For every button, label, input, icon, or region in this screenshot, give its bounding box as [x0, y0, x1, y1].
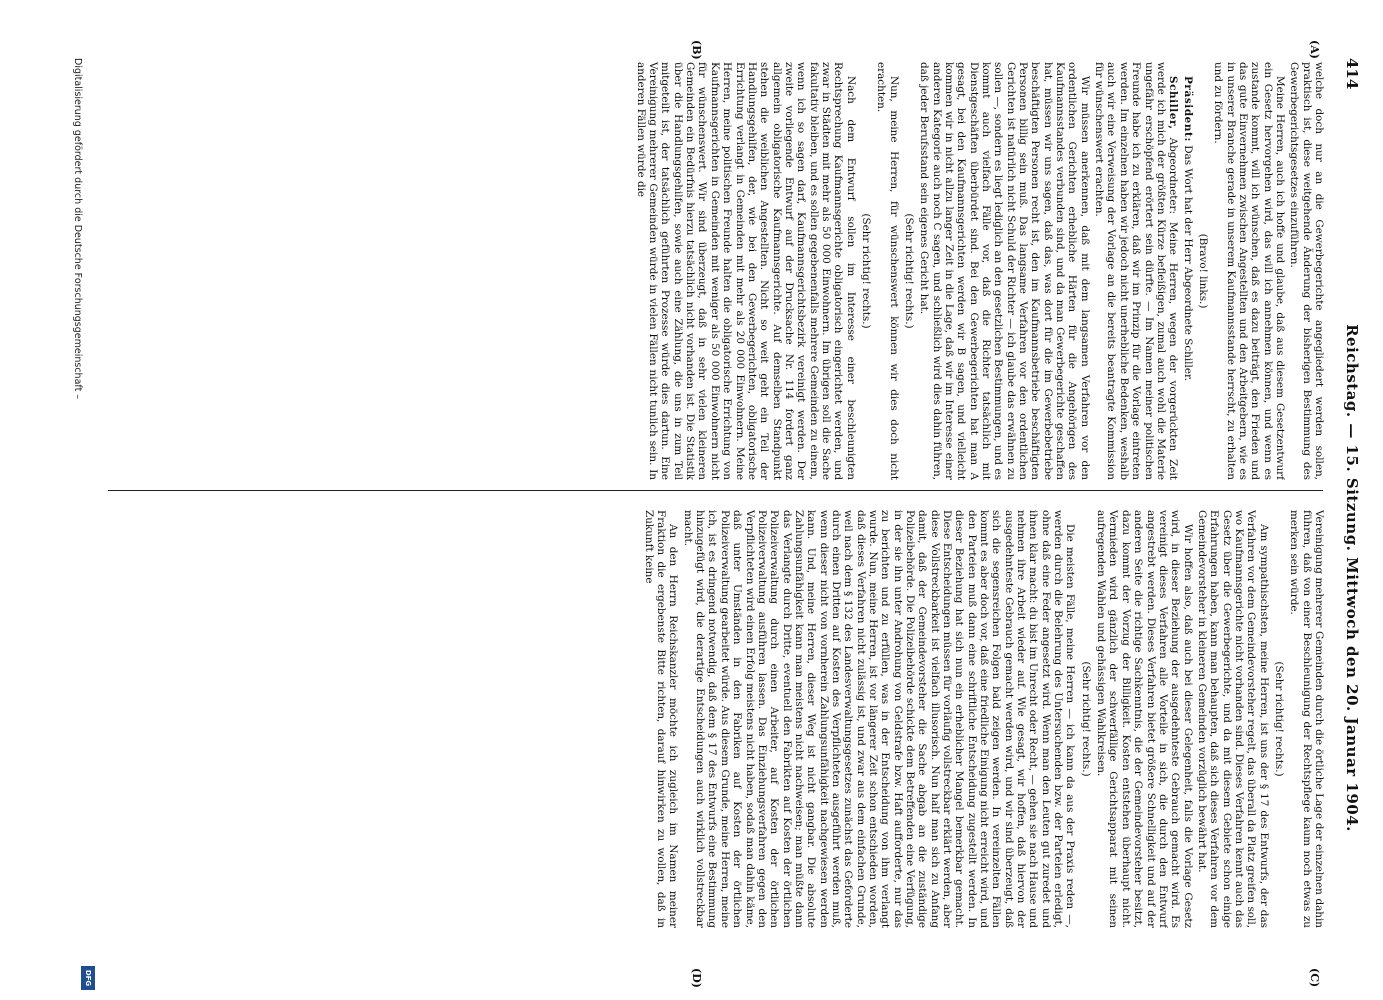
left-text-column [105, 62, 1325, 480]
interjection: (Sehr richtig! rechts.) [859, 213, 872, 329]
speaker-paragraph [1093, 62, 1179, 480]
interjection: (Sehr richtig! rechts.) [1079, 661, 1092, 777]
paragraph: Wir hoffen also, daß auch bei dieser Gelegenheit, falls die Vorlage Gesetz wird, in dieser Beziehung der ausgedehnteste Gebrauch gemacht wird. Es vereinigt dieses Verfahren alle Vorteile in sich, die durch den Entwurf angestrebt werden. Dieses Verfahren bietet größere Schnelligkeit und auf der anderen Seite die richtige Sachkenntnis, die der Gemeindevorsteher besitzt, dazu kommt der Vorzug der Billigkeit. Kosten entstehen überhaupt nicht. Vermieden wird gänzlich der schwerfällige Gerichtsapparat mit seinen aufregenden Wahlen und gehässigen Wahlkreisen. [1095, 510, 1194, 928]
paragraph: Wir müssen anerkennen, daß mit dem langsamen Verfahren vor den ordentlichen Gerichten erhebliche Härten für die Angehörigen des Kaufmannsstandes verbunden sind, und da man Gewerbegerichte geschaffen hat, müssen wir uns sagen, daß das, was dort für die im Gewerbebetriebe beschäftigten Personen recht ist, den im Kaufmannsbetriebe beschäftigten Personen billig sein muß. Das langsame Verfahren vor den ordentlichen Gerichten ist natürlich nicht Schuld der Richter — ich glaube das erwähnen zu sollen —, sondern es liegt lediglich an den gesetzlichen Bestimmungen, und es kommt auch vielfach Fälle vor, daß die Richter tatsächlich mit Dienstgeschäften überbürdet sind. Bei den Gewerbegerichten hat man A gesagt, bei den Kaufmannsgerichten werden wir B sagen, und vielleicht kommen wir in nicht allzu langer Zeit in die Lage, daß wir im Interesse einer anderen Kategorie auch noch C sagen, und schließlich wird dies dahin führen, daß jeder Berufsstand sein eigenes Gericht hat. [918, 62, 1091, 480]
interjection: (Sehr richtig! rechts.) [903, 213, 915, 329]
speaker-name: Präsident: [1181, 76, 1194, 142]
speech-text: Das Wort hat der Herr Abgeordnete Schiller. [1181, 145, 1194, 382]
paragraph: Nach dem Entwurf sollen im Interesse einer beschleunigten Rechtsprechung Kaufmannsgerichte obligatorisch eingerichtet werden, und zwar in Städten mit mehr als 50 000 Einwohnern. Im übrigen soll die Sache fakultativ bleiben, und es sollen gegebenenfalls mehrere Gemeinden zu einem, wenn ich so sagen darf, Kaufmannsgerichtsbezirk vereinigt werden. Der zweite vorliegende Entwurf auf der Drucksache Nr. 114 fordert ganz allgemein obligatorische Kaufmannsgerichte. Auf demselben Standpunkt stehen die weiblichen Angestellten. Nicht so weit geht ein Teil der Handlungsgehilfen, der, wie bei den Gewerbegerichten, obligatorische Errichtung verlangt in Gemeinden mit mehr als 20 000 Einwohnern. Meine Herren, meine politischen Freunde halten die obligatorische Errichtung von Kaufmannsgerichten in Gemeinden mit weniger als 50 000 Einwohnern nicht für wünschenswert. Wir sind überzeugt, daß in sehr vielen kleineren Gemeinden ein Bedürfnis hierzu tatsächlich nicht vorhanden ist. Die Statistik über die Handlungsgehilfen, sowie auch eine Zählung, die uns in zum Teil mitgeteilt ist, der tatsächlich geführten Prozesse würde dies dartun. Eine Vereinigung mehrerer Gemeinden würde in vielen Fällen nicht tunlich sein. In anderen Fällen würde die [634, 62, 857, 480]
paragraph: Am sympathischsten, meine Herren, ist uns der § 17 des Entwurfs, der das Verfahren vor dem Gemeindevorsteher regelt, das überall da Platz greifen soll, wo Kaufmannsgerichte nicht vorhanden sind. Dieses Verfahren kennt auch das Gesetz über die Gewerbegerichte, und da mit diesem Gebiete schon einige Erfahrungen haben, kann man behaupten, daß sich dieses Verfahren vor dem Gemeindevorsteher in kleineren Gemeinden vorzüglich bewährt hat. [1195, 510, 1270, 928]
paragraph: Meine Herren, auch ich hoffe und glaube, daß aus diesem Gesetzentwurf ein Gesetz hervorgehen wird, das will ich annehmen können, und wenn es zustande kommt, will ich wünschen, daß es dazu beiträgt, den Frieden und das gute Einvernehmen zwischen Angestellten und den Arbeitgebern, wie es in unserer Branche gerade in unserem Kaufmannsstande herrscht, zu erhalten und zu fördern. [1212, 62, 1286, 480]
speech-text: Abgeordneter: Meine Herren, wegen der vorgerückten Zeit werde ich mich der größten Kürze befleißigen, zumal auch wohl die Materie ungefähr erschöpfend erörtert sein dürfte. — Im Namen meiner politischen Freunde habe ich zu erklären, daß wir im Prinzip für die Vorlage eintreten werden. Im einzelnen haben wir jedoch nicht unerhebliche Bedenken, weshalb auch wir eine Verweisung der Vorlage an die bereits beantragte Kommission für wünschenswert erachten. [1093, 62, 1180, 480]
paragraph: Nun, meine Herren, für wünschenswert können wir dies doch nicht erachten. [875, 62, 900, 480]
paragraph: Die meisten Fälle, meine Herren — ich kann da aus der Praxis reden —, werden durch die Belehrung des Untersuchenden bzw. der Parteien erledigt, ohne daß eine Feder angesetzt wird. Wenn man den Leuten gut zuredet und ihnen klar macht: du bist im Unrecht oder Recht, — gehen sie nach Hause und nehmen ihre Arbeit wieder auf. Wie gesagt, wir hoffen, daß hiervon der ausgedehnteste Gebrauch gemacht werden wird, und wir sind überzeugt, daß sich die segensreichen Folgen bald zeigen werden. In vereinzelten Fällen kommt es aber doch vor, daß eine friedliche Einigung nicht erreicht wird, und den Parteien muß dann eine schriftliche Entscheidung zugestellt werden. In dieser Beziehung hat sich nun ein erheblicher Mangel bemerkbar gemacht. Diese Entscheidungen müssen für vorläufig vollstreckbar erklärt werden, aber diese Vollstreckbarkeit ist vielfach illusorisch. Nun half man sich zu Anfang damit, daß der Gemeindevorsteher die Sache abgab an die zuständige Polizeibehörde. Die Polizeibehörde schickte dem Betreffenden eine Verfügung, in der sie ihn unter Androhung von Geldstrafe bzw. Haft aufforderte, nur das zu berichten und zu erfüllen, was in der Entscheidung von ihm verlangt wurde. Nun, meine Herren, ist vor längerer Zeit schon entschieden worden, daß dieses Verfahren nicht zulässig ist, und zwar aus dem einfachen Grunde, weil nach dem § 132 des Landesverwaltungsgesetzes zunächst das Geforderte durch einen Dritten auf Kosten des Verpflichteten ausgeführt werden muß, wenn dieser nicht von vornherein Zahlungsunfähigkeit nachgewiesen werden kann. Und, meine Herren, dieser Weg ist nicht gangbar. Die absolute Zahlungsunfähigkeit kann man meistens nicht nachweisen; man müßte dann das Verlangte durch Dritte, eventuell den Fabrikten auf Kosten der örtlichen Polizeiverwaltung durch einen Arbeiter, auf Kosten der örtlichen Polizeiverwaltung ausführen lassen. Das Einziehungsverfahren gegen den Verpflichteten wird einen Erfolg meistens nicht haben, sodaß man dahin käme, daß unter Umständen in den Fabriken auf Kosten der örtlichen Polizeiverwaltung gearbeitet würde. Aus diesem Grunde, meine Herren, meine ich, ist es dringend notwendig, daß dem § 17 des Entwurfs eine Bestimmung hinzugefügt wird, die derartige Entscheidungen auch wirklich vollstreckbar macht. [681, 510, 1077, 928]
speaker-paragraph [1181, 62, 1193, 480]
speaker-name: Schiller, [1167, 76, 1180, 130]
page-title: Reichstag. — 15. Sitzung. Mittwoch den 20. Januar 1904. [1343, 324, 1361, 832]
paragraph: An den Herrn Reichskanzler möchte ich zugleich im Namen meiner Fraktion die ergebenste Bitte richten, darauf hinwirken zu wollen, daß in Zukunft keine [642, 510, 680, 928]
page-header [1337, 58, 1365, 978]
paragraph: welche doch nur an die Gewerbegerichte angegliedert werden sollen, praktisch ist, diese weitgehende Änderung der bisherigen Bestimmung des Gewerbegerichtsgesetzes einzuführen. [1288, 62, 1325, 480]
digitization-credit: Digitalisierung gefördert durch die Deutsche Forschungsgemeinschaft – [72, 58, 83, 400]
interjection: (Bravo! links.) [1196, 233, 1209, 309]
margin-mark-b: (B) [690, 40, 703, 60]
margin-mark-c: (C) [1308, 968, 1321, 988]
right-text-column [105, 510, 1325, 928]
paragraph: Vereinigung mehrerer Gemeinden durch die örtliche Lage der einzelnen dahin führen, daß von einer Beschleunigung der Rechtspflege kaum noch etwas zu merken sein würde. [1288, 510, 1325, 928]
page-number: 414 [1343, 58, 1361, 90]
column-divider [108, 490, 1323, 491]
margin-mark-a: (A) [1308, 40, 1321, 59]
dfg-logo: DFG [81, 966, 95, 990]
interjection: (Sehr richtig! rechts.) [1272, 661, 1285, 777]
margin-mark-d: (D) [690, 968, 703, 988]
